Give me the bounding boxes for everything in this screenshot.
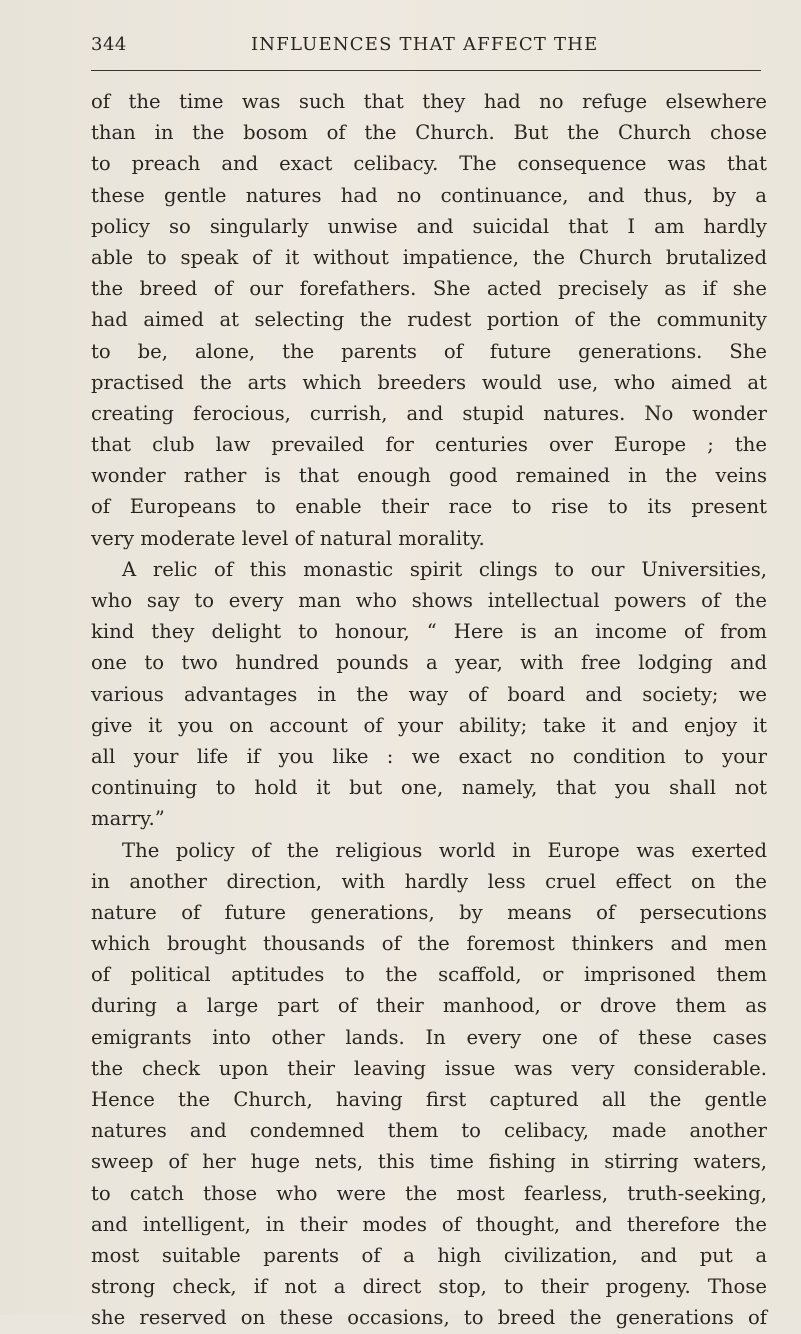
text-line: of the time was such that they had no refuge elsewhere xyxy=(91,90,767,113)
text-line: practised the arts which breeders would use, who aimed at xyxy=(91,370,767,394)
text-line: who say to every man who shows intellectual powers of the xyxy=(91,589,767,612)
text-line: sweep of her huge nets, this time fishing in stirring waters, xyxy=(91,1150,767,1174)
text-line: able to speak of it without impatience, the Church brutalized xyxy=(91,245,767,269)
text-line: creating ferocious, currish, and stupid natures. No wonder xyxy=(91,401,767,425)
text-line: of political aptitudes to the scaffold, or imprisoned them xyxy=(91,963,767,987)
text-line: that club law prevailed for centuries over Europe ; the xyxy=(91,433,767,457)
text-line: the check upon their leaving issue was very considerable. xyxy=(91,1056,767,1080)
text-line: to preach and exact celibacy. The consequence was that xyxy=(91,152,767,176)
header-rule xyxy=(91,70,761,71)
text-line: and intelligent, in their modes of thought, and therefore the xyxy=(91,1212,767,1236)
text-line: than in the bosom of the Church. But the Church chose xyxy=(91,121,767,145)
text-line: which brought thousands of the foremost thinkers and men xyxy=(91,932,767,956)
text-line: to catch those who were the most fearless, truth-seeking, xyxy=(91,1181,767,1205)
text-line: continuing to hold it but one, namely, that you shall not xyxy=(91,776,767,800)
paragraph-start-line: A relic of this monastic spirit clings to our Universities, xyxy=(122,557,767,581)
text-line: policy so singularly unwise and suicidal that I am hardly xyxy=(91,214,767,238)
page-number: 344 xyxy=(91,34,127,55)
text-line: give it you on account of your ability; take it and enjoy it xyxy=(91,713,767,737)
text-line: various advantages in the way of board and society; we xyxy=(91,682,767,706)
text-line: during a large part of their manhood, or drove them as xyxy=(91,994,767,1018)
text-line: Hence the Church, having first captured all the gentle xyxy=(91,1088,767,1111)
body-text xyxy=(91,86,767,1334)
text-line: wonder rather is that enough good remained in the veins xyxy=(91,464,767,488)
text-line: emigrants into other lands. In every one of these cases xyxy=(91,1025,767,1049)
text-line: most suitable parents of a high civilization, and put a xyxy=(91,1243,767,1267)
text-line: one to two hundred pounds a year, with free lodging and xyxy=(91,651,767,675)
text-line: these gentle natures had no continuance, and thus, by a xyxy=(91,183,767,207)
text-line: strong check, if not a direct stop, to their progeny. Those xyxy=(91,1275,767,1299)
paragraph-start-line: The policy of the religious world in Europe was exerted xyxy=(122,838,767,862)
text-line: marry.” xyxy=(91,807,165,831)
text-line: of Europeans to enable their race to rise to its present xyxy=(91,495,767,519)
text-line: had aimed at selecting the rudest portion of the community xyxy=(91,308,767,332)
text-line: nature of future generations, by means of persecutions xyxy=(91,900,767,924)
text-line: she reserved on these occasions, to breed the generations of xyxy=(91,1306,767,1330)
page-header xyxy=(91,26,761,62)
text-line: to be, alone, the parents of future generations. She xyxy=(91,339,767,363)
text-line: very moderate level of natural morality. xyxy=(91,526,485,550)
text-line: in another direction, with hardly less cruel effect on the xyxy=(91,869,767,893)
text-line: all your life if you like : we exact no condition to your xyxy=(91,744,767,768)
text-line: the breed of our forefathers. She acted precisely as if she xyxy=(91,277,767,301)
running-head: INFLUENCES THAT AFFECT THE xyxy=(251,34,599,55)
text-line: kind they delight to honour, “ Here is an income of from xyxy=(91,620,767,644)
text-line: natures and condemned them to celibacy, made another xyxy=(91,1119,767,1143)
